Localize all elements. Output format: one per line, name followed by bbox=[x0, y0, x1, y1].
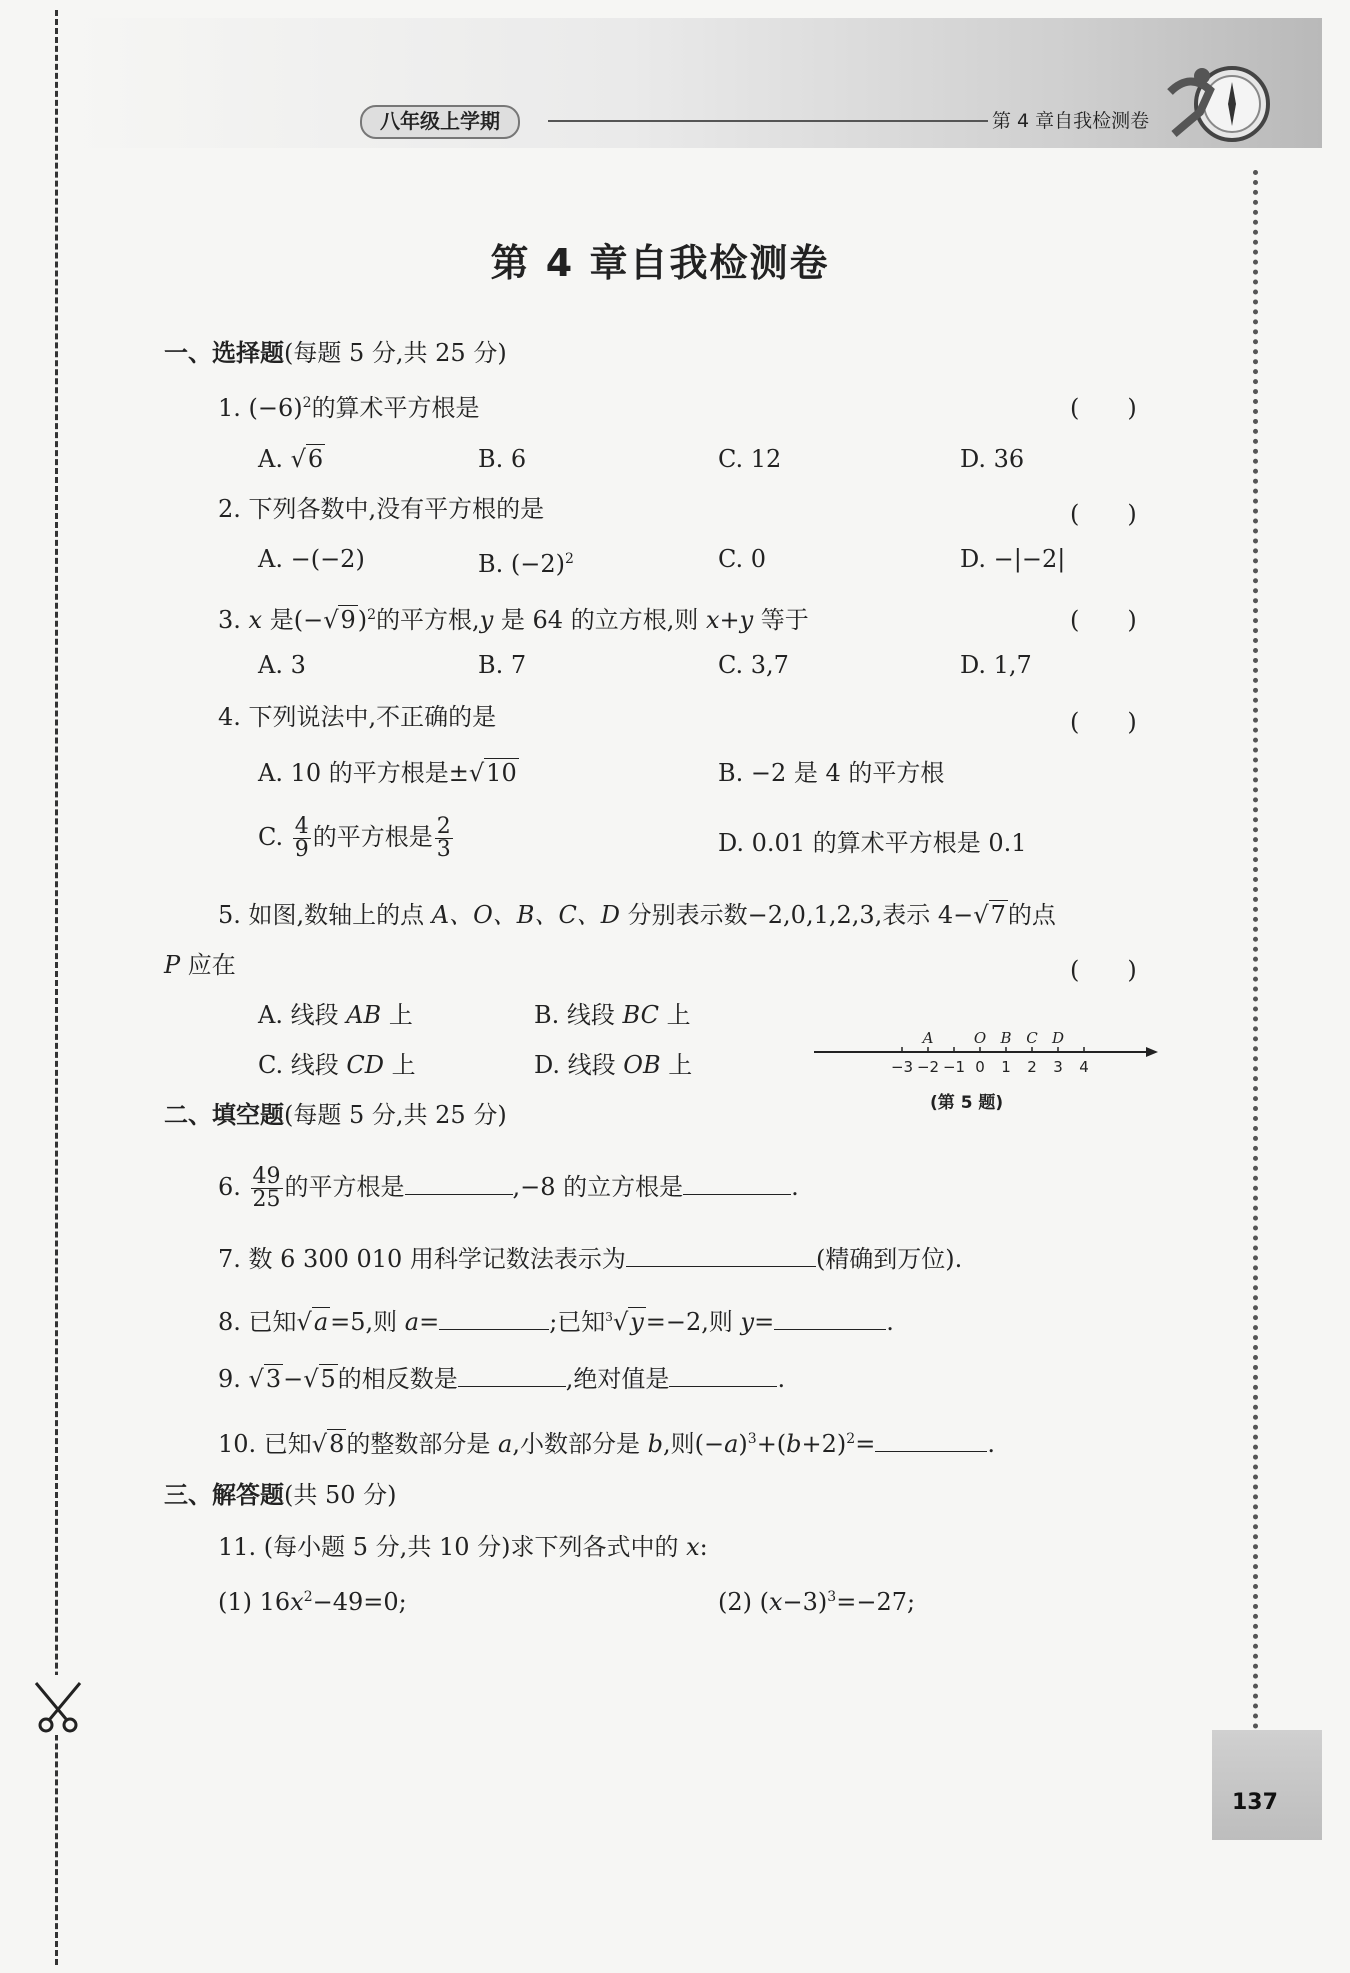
q1-option-b: B. 6 bbox=[478, 445, 527, 473]
q1-option-c: C. 12 bbox=[718, 445, 782, 473]
q11-part-2: (2) $(x-3)^3=-27$; bbox=[718, 1588, 916, 1616]
q5-option-d: D. 线段 OB 上 bbox=[534, 1051, 693, 1079]
q4-option-a: A. 10 的平方根是±√10 bbox=[258, 759, 517, 787]
section-1-title: 一、选择题 bbox=[164, 339, 284, 367]
question-5-stem-line2: P 应在 bbox=[164, 951, 236, 979]
page-number: 137 bbox=[1232, 1790, 1278, 1815]
q2-option-a: A. −(−2) bbox=[258, 545, 365, 573]
answer-paren-q5: ( ) bbox=[1070, 956, 1137, 984]
q9-blank-2[interactable] bbox=[669, 1364, 777, 1387]
question-2-stem: 2. 下列各数中,没有平方根的是 bbox=[218, 495, 545, 523]
dotted-margin-line bbox=[1253, 170, 1258, 1730]
number-line-tick-label: −2 bbox=[916, 1058, 940, 1076]
number-line-tick-label: 0 bbox=[975, 1058, 985, 1076]
section-3-note: (共 50 分) bbox=[284, 1481, 397, 1509]
q4-option-b: B. −2 是 4 的平方根 bbox=[718, 759, 945, 787]
answer-paren-q3: ( ) bbox=[1070, 606, 1137, 634]
q11-part-1: (1) $16x^2-49=0$; bbox=[218, 1588, 407, 1616]
figure-5-caption: (第 5 题) bbox=[930, 1093, 1004, 1113]
header-rule bbox=[548, 120, 988, 122]
q2-option-c: C. 0 bbox=[718, 545, 767, 573]
number-line-figure bbox=[812, 1018, 1160, 1098]
q3-option-b: B. 7 bbox=[478, 651, 527, 679]
q5-option-c: C. 线段 CD 上 bbox=[258, 1051, 416, 1079]
question-5-stem: 5. 如图,数轴上的点 A、O、B、C、D 分别表示数−2,0,1,2,3,表示 4−√7的点 bbox=[218, 901, 1056, 929]
q9-blank-1[interactable] bbox=[458, 1364, 566, 1387]
runner-compass-icon bbox=[1160, 52, 1280, 152]
section-3-title: 三、解答题 bbox=[164, 1481, 284, 1509]
question-11-stem: 11. (每小题 5 分,共 10 分)求下列各式中的 x: bbox=[218, 1533, 708, 1561]
number-line-point-label: O bbox=[973, 1029, 987, 1047]
cut-line bbox=[55, 10, 58, 1965]
q3-option-d: D. 1,7 bbox=[960, 651, 1032, 679]
q6-blank-2[interactable] bbox=[683, 1172, 791, 1195]
question-9: 9. √3−√5的相反数是 ,绝对值是 . bbox=[218, 1365, 786, 1393]
question-8: 8. 已知√a=5,则 a= ;已知$^3$√y=−2,则 y= . bbox=[218, 1308, 894, 1336]
scissors-icon bbox=[28, 1675, 88, 1735]
question-6: 6. $\frac{49}{25}$ 的平方根是 ,−8 的立方根是 . bbox=[218, 1164, 799, 1212]
section-2-title: 二、填空题 bbox=[164, 1101, 284, 1129]
section-2-heading bbox=[164, 1100, 507, 1130]
number-line-tick-label: 4 bbox=[1079, 1058, 1089, 1076]
answer-paren-q4: ( ) bbox=[1070, 708, 1137, 736]
question-7: 7. 数 6 300 010 用科学记数法表示为 (精确到万位). bbox=[218, 1245, 963, 1273]
q2-option-d: D. −|−2| bbox=[960, 545, 1066, 573]
q1-option-a: A. √6 bbox=[258, 445, 324, 473]
q3-option-a: A. 3 bbox=[258, 651, 306, 679]
q1-option-d: D. 36 bbox=[960, 445, 1025, 473]
number-line-point-label: D bbox=[1051, 1029, 1065, 1047]
question-3-stem: 3. x 是$(-√9)^2$的平方根,y 是 64 的立方根,则 x+y 等于 bbox=[218, 606, 809, 634]
q6-blank-1[interactable] bbox=[405, 1172, 513, 1195]
q8-blank-2[interactable] bbox=[774, 1307, 886, 1330]
header-chapter-label: 第 4 章自我检测卷 bbox=[992, 110, 1150, 132]
number-line-point-label: C bbox=[1026, 1029, 1038, 1047]
q8-blank-1[interactable] bbox=[439, 1307, 549, 1330]
section-1-note: (每题 5 分,共 25 分) bbox=[284, 339, 507, 367]
number-line-tick-label: −1 bbox=[942, 1058, 966, 1076]
q2-option-b: B. $(-2)^2$ bbox=[478, 550, 574, 578]
answer-paren-q1: ( ) bbox=[1070, 394, 1137, 422]
q4-option-c: C. $\frac{4}{9}$ 的平方根是 $\frac{2}{3}$ bbox=[258, 814, 451, 862]
question-4-stem: 4. 下列说法中,不正确的是 bbox=[218, 703, 497, 731]
page-number-box bbox=[1212, 1730, 1322, 1840]
header-grade-label: 八年级上学期 bbox=[360, 105, 520, 139]
section-2-note: (每题 5 分,共 25 分) bbox=[284, 1101, 507, 1129]
q4-option-d: D. 0.01 的算术平方根是 0.1 bbox=[718, 829, 1027, 857]
number-line-tick-label: −3 bbox=[890, 1058, 914, 1076]
answer-paren-q2: ( ) bbox=[1070, 500, 1137, 528]
section-1-heading bbox=[164, 338, 507, 368]
section-3-heading bbox=[164, 1480, 397, 1510]
number-line-tick-label: 2 bbox=[1027, 1058, 1037, 1076]
number-line-tick-label: 3 bbox=[1053, 1058, 1063, 1076]
q5-option-b: B. 线段 BC 上 bbox=[534, 1001, 691, 1029]
number-line-point-label: A bbox=[922, 1029, 934, 1047]
question-10: 10. 已知√8的整数部分是 a,小数部分是 b,则$(-a)^3+(b+2)^2=$ . bbox=[218, 1430, 995, 1458]
number-line-tick-label: 1 bbox=[1001, 1058, 1011, 1076]
question-1-stem: 1. $(-6)^2$的算术平方根是 bbox=[218, 394, 480, 422]
q5-option-a: A. 线段 AB 上 bbox=[258, 1001, 413, 1029]
q10-blank[interactable] bbox=[875, 1429, 987, 1452]
q3-option-c: C. 3,7 bbox=[718, 651, 789, 679]
page-title: 第 4 章自我检测卷 bbox=[490, 241, 830, 285]
number-line-arrow bbox=[1146, 1047, 1158, 1057]
q7-blank[interactable] bbox=[626, 1244, 816, 1267]
number-line-point-label: B bbox=[1000, 1029, 1012, 1047]
